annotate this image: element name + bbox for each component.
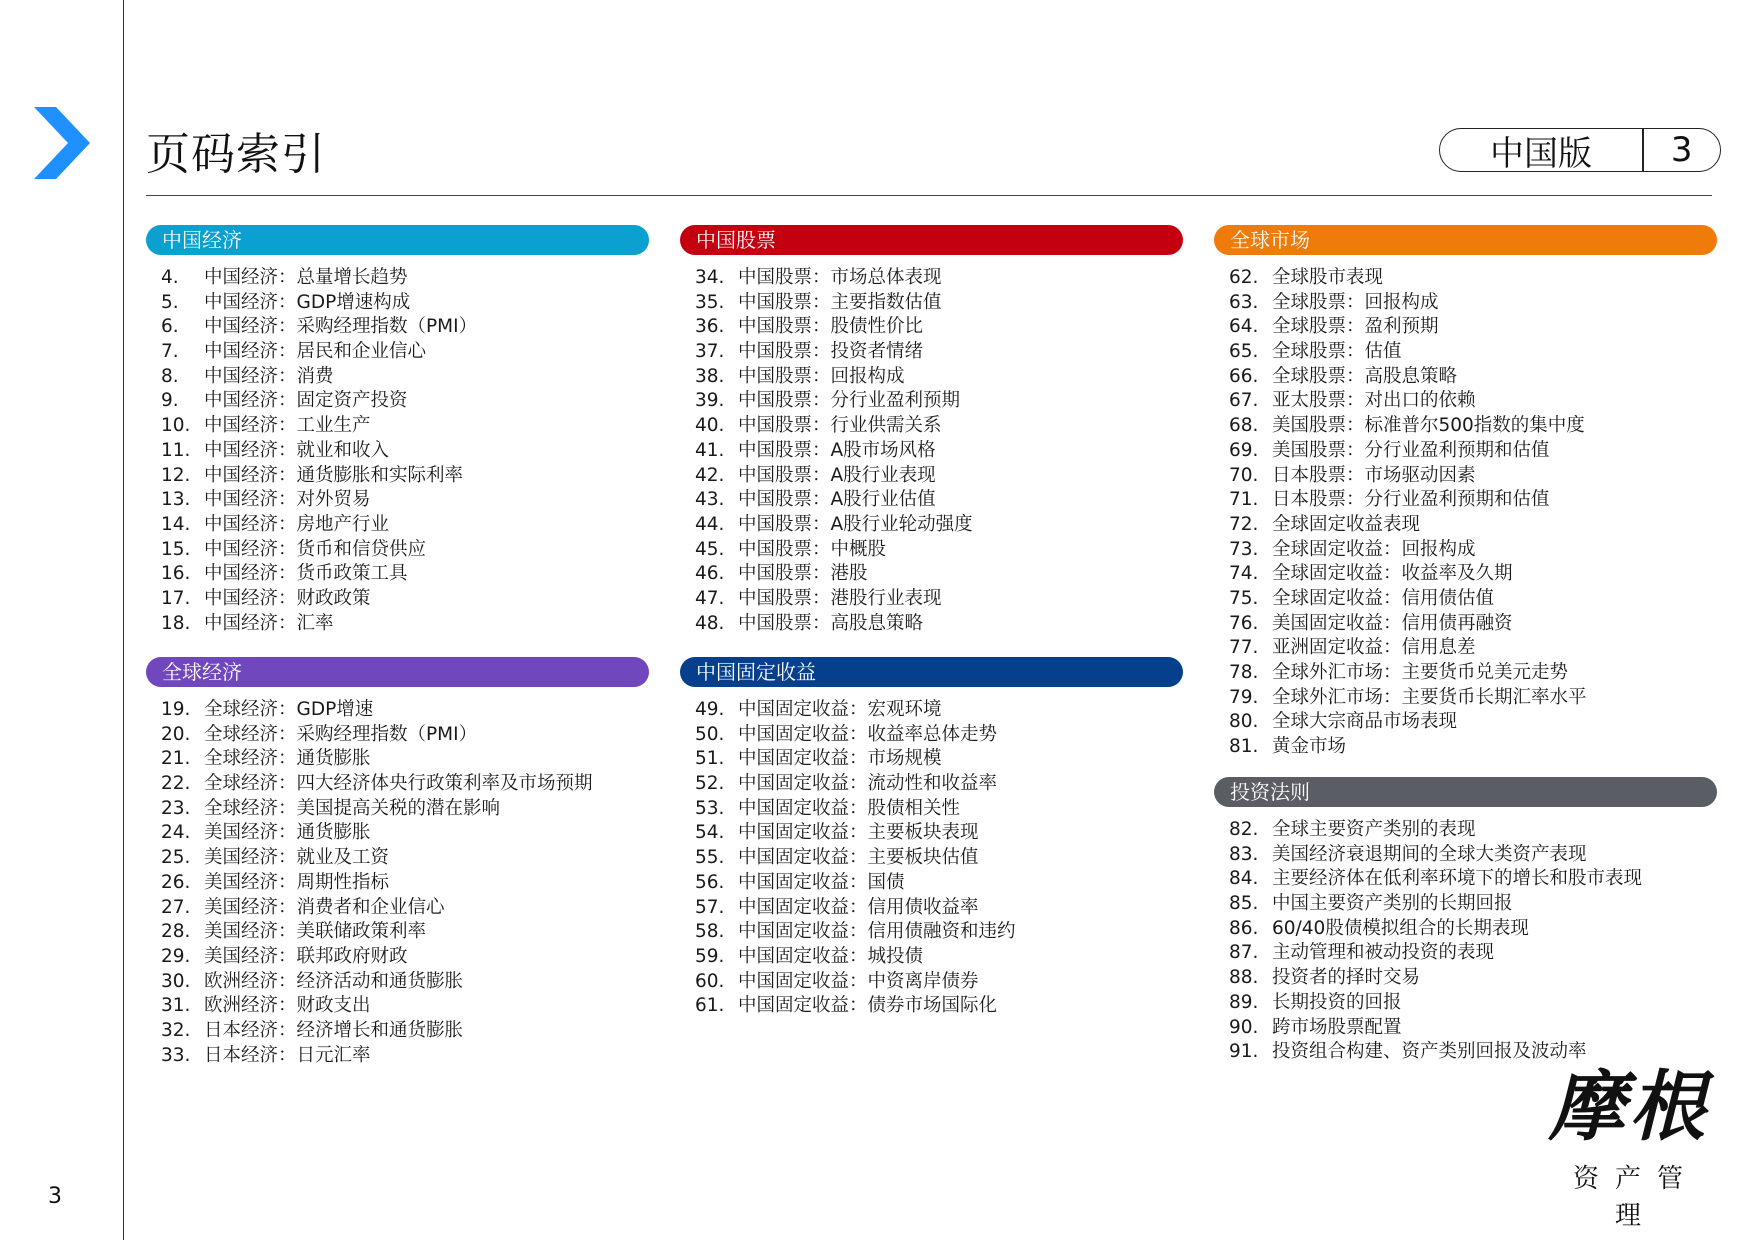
index-item <box>680 291 1183 316</box>
index-item <box>146 414 649 439</box>
index-item <box>1214 686 1717 711</box>
index-item-title: 全球股市表现 <box>1272 267 1384 288</box>
index-item-title: 中国固定收益：信用债融资和违约 <box>738 921 1016 943</box>
index-item-number: 70. <box>1229 464 1259 486</box>
index-item-title: 日本股票：分行业盈利预期和估值 <box>1272 489 1550 511</box>
index-item-title: 美国经济：通货膨胀 <box>204 822 371 844</box>
index-item-number: 61. <box>695 995 725 1017</box>
index-item-title: 全球固定收益表现 <box>1272 513 1421 535</box>
index-item-number: 84. <box>1229 868 1259 890</box>
index-item-title: 中国股票：中概股 <box>738 538 887 560</box>
index-item-title: 中国股票：A股行业表现 <box>738 464 936 486</box>
section-global-markets <box>1214 225 1717 760</box>
index-item <box>680 797 1183 822</box>
index-item-title: 主动管理和被动投资的表现 <box>1272 942 1495 964</box>
index-item <box>1214 710 1717 735</box>
index-item-number: 54. <box>695 822 725 844</box>
index-item-number: 20. <box>161 723 191 745</box>
index-item <box>680 945 1183 970</box>
index-item <box>1214 1016 1717 1041</box>
index-item <box>680 538 1183 563</box>
index-item-title: 美国经济：就业及工资 <box>204 847 390 869</box>
index-item <box>146 587 649 612</box>
index-item <box>680 723 1183 748</box>
index-item-title: 中国固定收益：信用债收益率 <box>738 896 979 918</box>
index-item-number: 44. <box>695 513 725 535</box>
index-item-number: 43. <box>695 489 725 511</box>
index-item-number: 68. <box>1229 415 1259 437</box>
index-item-title: 中国股票：A股行业估值 <box>738 489 936 511</box>
index-item-number: 64. <box>1229 316 1259 338</box>
index-item <box>680 821 1183 846</box>
index-item <box>146 1044 649 1069</box>
index-item-number: 15. <box>161 538 191 560</box>
index-item-title: 美国固定收益：信用债再融资 <box>1272 612 1513 634</box>
index-item <box>680 772 1183 797</box>
index-item-number: 22. <box>161 773 191 795</box>
item-list <box>1214 818 1717 1065</box>
index-item <box>680 562 1183 587</box>
index-item <box>146 945 649 970</box>
index-item <box>680 414 1183 439</box>
index-item-title: 全球股票：估值 <box>1272 341 1402 363</box>
index-item-number: 59. <box>695 945 725 967</box>
index-item-number: 12. <box>161 464 191 486</box>
item-list <box>146 266 649 636</box>
section-investment-principles <box>1214 777 1717 1065</box>
index-item-number: 49. <box>695 699 725 720</box>
header-rule <box>146 195 1712 196</box>
index-item <box>1214 917 1717 942</box>
index-item-title: 全球经济：四大经济体央行政策利率及市场预期 <box>204 773 593 795</box>
index-item-number: 21. <box>161 748 191 770</box>
index-item <box>146 698 649 723</box>
index-item-title: 中国股票：回报构成 <box>738 365 905 387</box>
index-item-title: 中国固定收益：收益率总体走势 <box>738 723 998 745</box>
index-item-number: 51. <box>695 748 725 770</box>
index-item-title: 中国股票：分行业盈利预期 <box>738 390 961 412</box>
index-item-number: 39. <box>695 390 725 412</box>
index-item-title: 美国经济：联邦政府财政 <box>204 945 408 967</box>
index-item-number: 76. <box>1229 612 1259 634</box>
index-item-number: 18. <box>161 612 191 634</box>
index-item <box>680 513 1183 538</box>
index-item-number: 11. <box>161 439 191 461</box>
index-item <box>146 772 649 797</box>
index-item <box>1214 818 1717 843</box>
index-item-number: 4. <box>161 267 179 288</box>
index-item <box>146 389 649 414</box>
index-item <box>1214 266 1717 291</box>
index-item <box>680 587 1183 612</box>
item-list <box>146 698 649 1068</box>
index-item-title: 投资者的择时交易 <box>1272 967 1421 989</box>
index-item-number: 88. <box>1229 967 1259 989</box>
index-item-number: 82. <box>1229 819 1259 840</box>
index-item-number: 89. <box>1229 991 1259 1013</box>
index-item <box>680 389 1183 414</box>
index-item <box>1214 365 1717 390</box>
index-item-title: 中国固定收益：中资离岸债券 <box>738 970 979 992</box>
index-item <box>680 340 1183 365</box>
index-item-number: 50. <box>695 723 725 745</box>
index-item-title: 60/40股债模拟组合的长期表现 <box>1272 917 1529 939</box>
index-item-title: 日本经济：经济增长和通货膨胀 <box>204 1019 464 1041</box>
index-item <box>680 365 1183 390</box>
index-item <box>1214 414 1717 439</box>
index-item <box>1214 538 1717 563</box>
index-item-number: 37. <box>695 341 725 363</box>
index-item-number: 55. <box>695 847 725 869</box>
index-item-number: 74. <box>1229 563 1259 585</box>
index-item-title: 美国经济：消费者和企业信心 <box>204 896 445 918</box>
index-item <box>1214 389 1717 414</box>
index-item-number: 17. <box>161 587 191 609</box>
index-item-title: 欧洲经济：经济活动和通货膨胀 <box>204 970 464 992</box>
index-item-number: 46. <box>695 563 725 585</box>
page-title: 页码索引 <box>146 129 326 180</box>
index-item <box>680 994 1183 1019</box>
index-item <box>1214 340 1717 365</box>
index-item-number: 33. <box>161 1044 191 1066</box>
index-item-number: 67. <box>1229 390 1259 412</box>
index-item <box>146 1019 649 1044</box>
index-item <box>1214 513 1717 538</box>
index-item-number: 80. <box>1229 711 1259 733</box>
index-item <box>146 846 649 871</box>
index-item <box>146 747 649 772</box>
index-item <box>680 612 1183 637</box>
index-item-number: 28. <box>161 921 191 943</box>
index-item <box>680 315 1183 340</box>
index-item <box>146 513 649 538</box>
index-item <box>146 266 649 291</box>
index-item-title: 中国固定收益：主要板块估值 <box>738 847 979 869</box>
index-item-number: 48. <box>695 612 725 634</box>
index-item-title: 中国股票：港股 <box>738 563 868 585</box>
index-item <box>146 538 649 563</box>
index-item-title: 全球固定收益：信用债估值 <box>1272 587 1495 609</box>
index-item-title: 中国经济：工业生产 <box>204 415 371 437</box>
index-item-title: 中国经济：固定资产投资 <box>204 390 408 412</box>
index-item-number: 65. <box>1229 341 1259 363</box>
index-item-title: 全球股票：高股息策略 <box>1272 365 1458 387</box>
section-header: 全球经济 <box>146 657 649 687</box>
index-item-number: 16. <box>161 563 191 585</box>
index-item-title: 中国固定收益：股债相关性 <box>738 797 961 819</box>
index-item-title: 中国股票：高股息策略 <box>738 612 924 634</box>
index-item <box>1214 661 1717 686</box>
index-item-number: 29. <box>161 945 191 967</box>
footer-page-number: 3 <box>48 1184 62 1209</box>
index-item-title: 中国经济：居民和企业信心 <box>204 341 427 363</box>
index-item-number: 30. <box>161 970 191 992</box>
index-item-number: 36. <box>695 316 725 338</box>
index-item-title: 亚太股票：对出口的依赖 <box>1272 390 1476 412</box>
section-header: 全球市场 <box>1214 225 1717 255</box>
index-item <box>680 747 1183 772</box>
index-item-title: 中国经济：消费 <box>204 365 334 387</box>
index-item-title: 中国固定收益：国债 <box>738 871 905 893</box>
index-item-number: 86. <box>1229 917 1259 939</box>
edition-label: 中国版 <box>1490 133 1592 174</box>
index-item-number: 26. <box>161 871 191 893</box>
item-list <box>1214 266 1717 760</box>
index-item-number: 71. <box>1229 489 1259 511</box>
index-item-title: 中国固定收益：市场规模 <box>738 748 942 770</box>
index-item-number: 35. <box>695 291 725 313</box>
section-header: 中国股票 <box>680 225 1183 255</box>
index-item-number: 72. <box>1229 513 1259 535</box>
index-item <box>680 698 1183 723</box>
index-item <box>1214 439 1717 464</box>
index-item-title: 中国股票：主要指数估值 <box>738 291 942 313</box>
index-item-title: 美国经济：美联储政策利率 <box>204 921 427 943</box>
index-item-number: 9. <box>161 390 179 412</box>
index-item-number: 24. <box>161 822 191 844</box>
index-item-number: 5. <box>161 291 179 313</box>
edition-page-number: 3 <box>1670 130 1693 170</box>
index-item-title: 全球经济：通货膨胀 <box>204 748 371 770</box>
index-item-title: 全球外汇市场：主要货币长期汇率水平 <box>1272 686 1587 708</box>
section-header: 中国固定收益 <box>680 657 1183 687</box>
index-item-title: 主要经济体在低利率环境下的增长和股市表现 <box>1272 868 1643 890</box>
index-item-number: 8. <box>161 365 179 387</box>
index-item <box>1214 966 1717 991</box>
index-item-number: 83. <box>1229 843 1259 865</box>
index-item-title: 中国固定收益：债券市场国际化 <box>738 995 998 1017</box>
index-item-title: 中国经济：房地产行业 <box>204 513 390 535</box>
index-item-number: 57. <box>695 896 725 918</box>
index-item-number: 60. <box>695 970 725 992</box>
index-item-number: 81. <box>1229 736 1259 758</box>
index-item-title: 黄金市场 <box>1272 736 1347 758</box>
index-item-number: 45. <box>695 538 725 560</box>
index-item-title: 中国股票：港股行业表现 <box>738 587 942 609</box>
index-item-number: 19. <box>161 699 191 720</box>
index-item-number: 78. <box>1229 662 1259 683</box>
index-item-title: 中国经济：采购经理指数（PMI） <box>204 316 478 338</box>
index-item-title: 中国经济：汇率 <box>204 612 334 634</box>
index-item-title: 中国经济：GDP增速构成 <box>204 291 411 313</box>
index-item-title: 中国股票：A股市场风格 <box>738 439 936 461</box>
company-logo <box>1540 1062 1718 1232</box>
index-item <box>1214 991 1717 1016</box>
index-item-number: 87. <box>1229 942 1259 964</box>
index-item-number: 32. <box>161 1019 191 1041</box>
index-item <box>680 871 1183 896</box>
index-item <box>146 920 649 945</box>
left-divider-line <box>123 0 124 1240</box>
index-item-number: 73. <box>1229 538 1259 560</box>
index-item-title: 全球股票：盈利预期 <box>1272 316 1439 338</box>
index-item-title: 日本股票：市场驱动因素 <box>1272 464 1476 486</box>
index-item-number: 56. <box>695 871 725 893</box>
index-item-title: 美国经济衰退期间的全球大类资产表现 <box>1272 843 1587 865</box>
index-item <box>1214 735 1717 760</box>
index-item-title: 全球经济：美国提高关税的潜在影响 <box>204 797 501 819</box>
index-item <box>146 797 649 822</box>
index-item-number: 38. <box>695 365 725 387</box>
index-item-number: 47. <box>695 587 725 609</box>
index-item-number: 7. <box>161 341 179 363</box>
index-item <box>1214 892 1717 917</box>
index-item-number: 75. <box>1229 587 1259 609</box>
index-item-title: 中国股票：股债性价比 <box>738 316 924 338</box>
index-item <box>680 970 1183 995</box>
index-item <box>680 439 1183 464</box>
section-china-equity <box>680 225 1183 636</box>
index-item <box>146 365 649 390</box>
index-item-title: 全球外汇市场：主要货币兑美元走势 <box>1272 662 1569 683</box>
index-item-title: 全球固定收益：回报构成 <box>1272 538 1476 560</box>
index-item <box>1214 612 1717 637</box>
item-list <box>680 698 1183 1019</box>
index-item-title: 投资组合构建、资产类别回报及波动率 <box>1272 1041 1587 1063</box>
index-item <box>146 970 649 995</box>
index-item-title: 中国经济：货币政策工具 <box>204 563 408 585</box>
index-item-number: 27. <box>161 896 191 918</box>
index-item <box>680 488 1183 513</box>
index-item-title: 中国股票：行业供需关系 <box>738 415 942 437</box>
index-item <box>1214 843 1717 868</box>
index-item <box>1214 867 1717 892</box>
index-item-number: 63. <box>1229 291 1259 313</box>
index-item-number: 14. <box>161 513 191 535</box>
edition-badge <box>1439 128 1721 172</box>
index-item-title: 中国股票：投资者情绪 <box>738 341 924 363</box>
index-item-number: 66. <box>1229 365 1259 387</box>
index-item-title: 美国经济：周期性指标 <box>204 871 390 893</box>
index-item-number: 58. <box>695 921 725 943</box>
index-item-title: 全球股票：回报构成 <box>1272 291 1439 313</box>
index-item-title: 中国主要资产类别的长期回报 <box>1272 893 1513 915</box>
index-item <box>1214 941 1717 966</box>
index-item-number: 6. <box>161 316 179 338</box>
index-item-number: 91. <box>1229 1041 1259 1063</box>
index-item-number: 40. <box>695 415 725 437</box>
index-item-title: 中国经济：货币和信贷供应 <box>204 538 427 560</box>
index-item-title: 日本经济：日元汇率 <box>204 1044 371 1066</box>
index-item <box>146 994 649 1019</box>
index-item-title: 全球大宗商品市场表现 <box>1272 711 1458 733</box>
index-item-number: 10. <box>161 415 191 437</box>
index-item-number: 41. <box>695 439 725 461</box>
index-item-number: 52. <box>695 773 725 795</box>
index-item <box>1214 488 1717 513</box>
index-item-number: 85. <box>1229 893 1259 915</box>
index-item-number: 53. <box>695 797 725 819</box>
index-item-number: 13. <box>161 489 191 511</box>
index-item-title: 中国固定收益：城投债 <box>738 945 924 967</box>
index-item-title: 跨市场股票配置 <box>1272 1016 1402 1038</box>
index-item-number: 42. <box>695 464 725 486</box>
index-item <box>146 464 649 489</box>
index-item-number: 31. <box>161 995 191 1017</box>
index-item <box>680 266 1183 291</box>
section-header: 中国经济 <box>146 225 649 255</box>
index-item-title: 中国经济：通货膨胀和实际利率 <box>204 464 464 486</box>
index-item <box>680 920 1183 945</box>
index-item-title: 长期投资的回报 <box>1272 991 1402 1013</box>
index-item <box>146 315 649 340</box>
logo-subtitle: 资产管理 <box>1572 1164 1699 1231</box>
index-item-number: 77. <box>1229 637 1259 659</box>
section-china-fixed-income <box>680 657 1183 1019</box>
index-item-number: 69. <box>1229 439 1259 461</box>
index-item <box>146 821 649 846</box>
index-item-title: 全球主要资产类别的表现 <box>1272 819 1476 840</box>
index-item <box>146 612 649 637</box>
index-item-title: 美国股票：标准普尔500指数的集中度 <box>1272 415 1585 437</box>
index-item-title: 全球经济：采购经理指数（PMI） <box>204 723 478 745</box>
index-item-title: 中国经济：财政政策 <box>204 587 371 609</box>
index-item <box>146 340 649 365</box>
index-item <box>1214 315 1717 340</box>
index-item-title: 中国股票：A股行业轮动强度 <box>738 513 973 535</box>
index-item <box>680 846 1183 871</box>
index-item <box>146 871 649 896</box>
item-list <box>680 266 1183 636</box>
index-item <box>1214 464 1717 489</box>
chevron-right-icon <box>34 107 90 179</box>
index-item <box>1214 291 1717 316</box>
index-item <box>1214 636 1717 661</box>
index-item-title: 亚洲固定收益：信用息差 <box>1272 637 1476 659</box>
index-item-number: 90. <box>1229 1016 1259 1038</box>
index-item-title: 全球经济：GDP增速 <box>204 699 374 720</box>
index-item-title: 全球固定收益：收益率及久期 <box>1272 563 1513 585</box>
section-china-economy <box>146 225 649 636</box>
index-item <box>146 291 649 316</box>
index-item-title: 中国固定收益：宏观环境 <box>738 699 942 720</box>
index-item-title: 中国经济：对外贸易 <box>204 489 371 511</box>
index-item-title: 中国固定收益：主要板块表现 <box>738 822 979 844</box>
index-item <box>1214 562 1717 587</box>
index-item-number: 34. <box>695 267 725 288</box>
index-item <box>146 488 649 513</box>
index-item <box>1214 587 1717 612</box>
index-item <box>146 439 649 464</box>
index-item-title: 欧洲经济：财政支出 <box>204 995 371 1017</box>
index-item-number: 62. <box>1229 267 1259 288</box>
index-item <box>146 896 649 921</box>
index-item-title: 中国经济：就业和收入 <box>204 439 390 461</box>
index-item-number: 23. <box>161 797 191 819</box>
logo-mark: 摩根 <box>1549 1062 1709 1151</box>
index-item-title: 中国股票：市场总体表现 <box>738 267 942 288</box>
section-global-economy <box>146 657 649 1068</box>
index-item <box>680 896 1183 921</box>
index-item-number: 25. <box>161 847 191 869</box>
index-item <box>146 723 649 748</box>
index-item <box>680 464 1183 489</box>
index-item-number: 79. <box>1229 686 1259 708</box>
index-item-title: 中国固定收益：流动性和收益率 <box>738 773 998 795</box>
index-item-title: 中国经济：总量增长趋势 <box>204 267 408 288</box>
index-item <box>146 562 649 587</box>
index-item-title: 美国股票：分行业盈利预期和估值 <box>1272 439 1550 461</box>
section-header: 投资法则 <box>1214 777 1717 807</box>
